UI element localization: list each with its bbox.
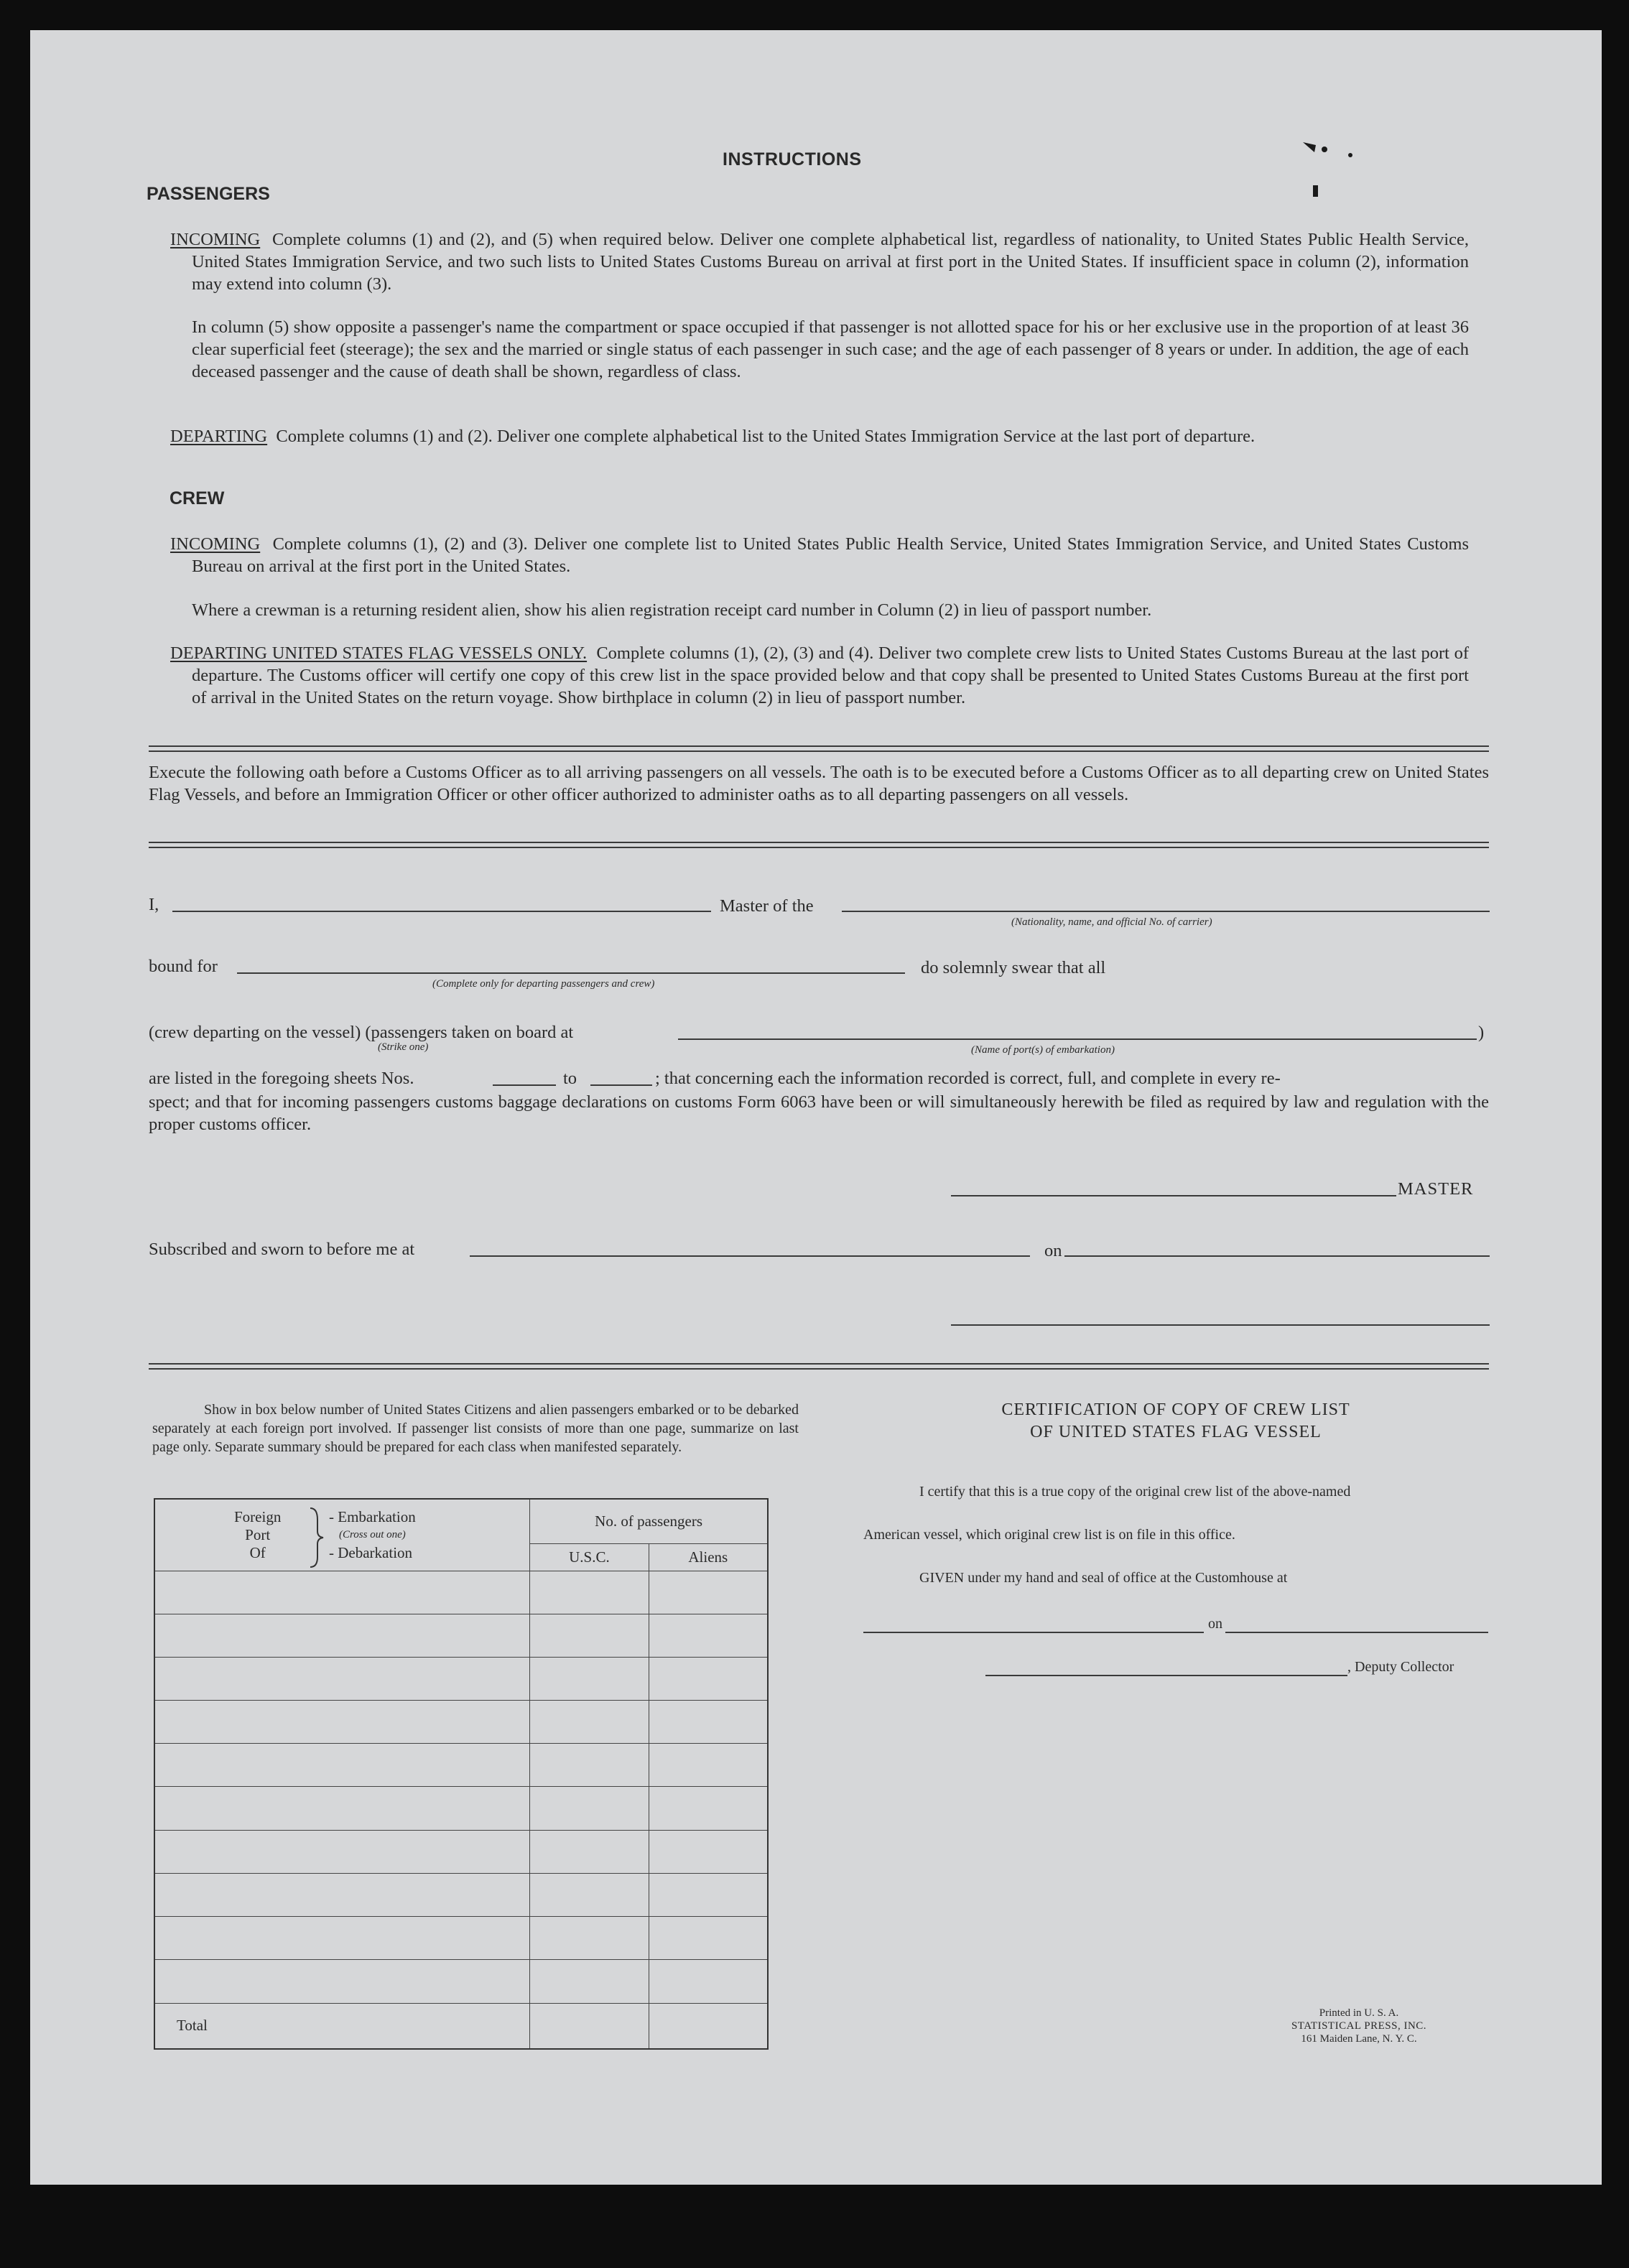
- certification-heading-2: OF UNITED STATES FLAG VESSEL: [1030, 1423, 1322, 1441]
- carrier-field[interactable]: [842, 911, 1490, 912]
- passengers-departing-text: Complete columns (1) and (2). Deliver one complete alphabetical list to the United States Immigration Service at the last port of departure.: [276, 427, 1256, 446]
- do-solemnly-label: do solemnly swear that all: [921, 958, 1106, 977]
- listed-to-label: to: [563, 1069, 577, 1088]
- sheet-from-field[interactable]: [493, 1084, 556, 1086]
- brace-icon: [307, 1505, 325, 1570]
- table-row: [154, 1701, 768, 1744]
- crew-departing-text: Complete columns (1), (2), (3) and (4). Deliver two complete crew lists to United States Customs Bureau at the last port of departure. The Customs officer will certify one copy of this crew list in the space provided below and that copy shall be presented to United States Customs Bureau at the first port of arrival in the United States on the return voyage. Show birthplace in column (2) in lieu of passport number.: [192, 643, 1469, 707]
- printer-line-3: 161 Maiden Lane, N. Y. C.: [1301, 2033, 1417, 2045]
- strike-one-hint: (Strike one): [378, 1041, 429, 1053]
- subscribed-date-field[interactable]: [1064, 1255, 1490, 1257]
- port-cell[interactable]: [154, 1744, 530, 1787]
- passengers-column5-text: In column (5) show opposite a passenger's name the compartment or space occupied if that passenger is not allotted space for his or her exclusive use in the proportion of at least 36 clear superficial feet (steerage); the sex and the married or single status of each passenger in such case; and the age of each passenger of 8 years or under. In addition, the age of each deceased passenger and the cause of death shall be shown, regardless of class.: [192, 317, 1469, 381]
- passengers-incoming-text: Complete columns (1) and (2), and (5) when required below. Deliver one complete alphabetical list, regardless of nationality, to United States Public Health Service, United States Immigration Service, and two such lists to United States Customs Bureau on arrival at first port in the United States. If insufficient space in column (2), information may extend into column (3).: [192, 230, 1470, 294]
- total-row: [154, 2003, 768, 2049]
- total-label: Total: [154, 2003, 530, 2049]
- crew-incoming-block: [170, 533, 1469, 577]
- cross-out-hint: (Cross out one): [339, 1529, 406, 1540]
- certify-line-1: I certify that this is a true copy of the original crew list of the above-named: [919, 1484, 1351, 1500]
- bound-for-field[interactable]: [237, 972, 905, 974]
- of-label: Of: [249, 1544, 266, 1561]
- section-heading-passengers: PASSENGERS: [147, 184, 270, 204]
- table-row: [154, 1830, 768, 1873]
- passengers-incoming-label: INCOMING: [170, 230, 261, 249]
- oath-intro-text: Execute the following oath before a Customs Officer as to all arriving passengers on all vessels. The oath is to be executed before a Customs Officer as to all departing crew on United States Flag Vessels, and before an Immigration Officer or other officer authorized to administer oaths as to all departing passengers on all vessels.: [149, 763, 1489, 804]
- passengers-departing-block: [170, 425, 1469, 447]
- port-cell[interactable]: [154, 1657, 530, 1700]
- aliens-cell[interactable]: [649, 1614, 768, 1657]
- table-row: [154, 1917, 768, 1960]
- usc-cell[interactable]: [530, 1960, 649, 2003]
- usc-cell[interactable]: [530, 1787, 649, 1830]
- summary-instructions-block: [152, 1400, 799, 1456]
- officer-signature-field[interactable]: [951, 1324, 1490, 1326]
- port-cell[interactable]: [154, 1614, 530, 1657]
- embarkation-label: - Embarkation: [329, 1508, 416, 1525]
- double-rule-divider: [149, 842, 1489, 848]
- subscribed-label: Subscribed and sworn to before me at: [149, 1240, 415, 1259]
- table-row: [154, 1960, 768, 2003]
- listed-text-end: spect; and that for incoming passengers customs baggage declarations on customs Form 6063 have been or will simultaneously herewith be filed as required by law and regulation with the proper customs officer.: [149, 1092, 1489, 1134]
- sheet-to-field[interactable]: [590, 1084, 652, 1086]
- listed-text-end-block: [149, 1091, 1489, 1135]
- aliens-cell[interactable]: [649, 1873, 768, 1916]
- master-name-field[interactable]: [172, 911, 711, 912]
- usc-cell[interactable]: [530, 1571, 649, 1614]
- certification-heading-1: CERTIFICATION OF COPY OF CREW LIST: [1001, 1400, 1350, 1419]
- aliens-cell[interactable]: [649, 1917, 768, 1960]
- usc-cell[interactable]: [530, 1830, 649, 1873]
- port-cell[interactable]: [154, 1917, 530, 1960]
- port-label: Port: [245, 1526, 271, 1543]
- embarkation-port-hint: (Name of port(s) of embarkation): [971, 1044, 1115, 1056]
- certify-line-2: American vessel, which original crew list is on file in this office.: [863, 1527, 1235, 1543]
- crew-departing-label-oath: (crew departing on the vessel) (passengers taken on board at: [149, 1023, 574, 1042]
- summary-instructions-text: Show in box below number of United States Citizens and alien passengers embarked or to be debarked separately at each foreign port involved. If passenger list consists of more than one page, summarize on last page only. Separate summary should be prepared for each class when manifested separately.: [152, 1402, 799, 1455]
- aliens-cell[interactable]: [649, 1657, 768, 1700]
- foreign-label: Foreign: [234, 1508, 282, 1525]
- aliens-cell[interactable]: [649, 1571, 768, 1614]
- subscribed-place-field[interactable]: [470, 1255, 1030, 1257]
- aliens-cell[interactable]: [649, 1701, 768, 1744]
- listed-text-start: are listed in the foregoing sheets Nos.: [149, 1069, 414, 1088]
- customhouse-field[interactable]: [863, 1632, 1204, 1633]
- passengers-departing-label: DEPARTING: [170, 427, 268, 446]
- table-row: [154, 1657, 768, 1700]
- passengers-incoming-block: [170, 228, 1469, 295]
- no-passengers-header: No. of passengers: [530, 1499, 768, 1543]
- port-cell[interactable]: [154, 1571, 530, 1614]
- table-row: [154, 1873, 768, 1916]
- usc-cell[interactable]: [530, 1744, 649, 1787]
- table-row: [154, 1744, 768, 1787]
- port-cell[interactable]: [154, 1787, 530, 1830]
- passengers-column5-block: [192, 316, 1469, 383]
- port-cell[interactable]: [154, 1830, 530, 1873]
- listed-text-middle: ; that concerning each the information recorded is correct, full, and complete in every re-: [655, 1069, 1281, 1088]
- certification-on-label: on: [1208, 1616, 1222, 1632]
- usc-total-cell[interactable]: [530, 2003, 649, 2049]
- debarkation-label: - Debarkation: [329, 1544, 413, 1561]
- double-rule-divider: [149, 1363, 1489, 1370]
- oath-i-label: I,: [149, 895, 159, 914]
- form-page: [30, 30, 1602, 2185]
- crew-resident-text: Where a crewman is a returning resident alien, show his alien registration receipt card number in Column (2) in lieu of passport number.: [192, 600, 1152, 620]
- port-cell[interactable]: [154, 1701, 530, 1744]
- master-label: MASTER: [1398, 1179, 1474, 1199]
- printer-line-1: Printed in U. S. A.: [1319, 2007, 1399, 2019]
- port-cell[interactable]: [154, 1960, 530, 2003]
- port-header-cell: [154, 1499, 530, 1571]
- subscribed-on-label: on: [1044, 1241, 1062, 1260]
- crew-incoming-text: Complete columns (1), (2) and (3). Deliver one complete list to United States Public Health Service, United States Immigration Service, and United States Customs Bureau on arrival at the first port in the United States.: [192, 534, 1469, 576]
- usc-cell[interactable]: [530, 1657, 649, 1700]
- usc-cell[interactable]: [530, 1701, 649, 1744]
- aliens-cell[interactable]: [649, 1787, 768, 1830]
- embarkation-port-field[interactable]: [678, 1038, 1477, 1040]
- usc-header: U.S.C.: [530, 1543, 649, 1571]
- section-heading-crew: CREW: [170, 488, 225, 508]
- bound-for-hint: (Complete only for departing passengers and crew): [432, 978, 655, 990]
- table-row: [154, 1787, 768, 1830]
- master-of-the-label: Master of the: [720, 896, 814, 916]
- crew-incoming-label: INCOMING: [170, 534, 261, 554]
- double-rule-divider: [149, 745, 1489, 752]
- master-signature-field[interactable]: [951, 1195, 1396, 1196]
- certification-heading: [863, 1399, 1488, 1444]
- crew-departing-block: [170, 642, 1469, 709]
- usc-cell[interactable]: [530, 1917, 649, 1960]
- printer-imprint: [1251, 2007, 1467, 2045]
- ink-mark-icon: [1294, 136, 1380, 230]
- carrier-hint: (Nationality, name, and official No. of carrier): [1011, 916, 1212, 928]
- passenger-summary-table: [154, 1498, 769, 2050]
- crew-resident-block: [192, 599, 1469, 621]
- aliens-total-cell[interactable]: [649, 2003, 768, 2049]
- table-row: [154, 1614, 768, 1657]
- aliens-cell[interactable]: [649, 1830, 768, 1873]
- given-line: GIVEN under my hand and seal of office at the Customhouse at: [919, 1570, 1288, 1586]
- oath-intro-block: [149, 761, 1489, 806]
- crew-departing-label: DEPARTING UNITED STATES FLAG VESSELS ONLY.: [170, 643, 588, 663]
- usc-cell[interactable]: [530, 1873, 649, 1916]
- aliens-cell[interactable]: [649, 1960, 768, 2003]
- aliens-header: Aliens: [649, 1543, 768, 1571]
- usc-cell[interactable]: [530, 1614, 649, 1657]
- port-cell[interactable]: [154, 1873, 530, 1916]
- aliens-cell[interactable]: [649, 1744, 768, 1787]
- close-paren: ): [1478, 1023, 1485, 1042]
- deputy-signature-field[interactable]: [985, 1675, 1347, 1676]
- certification-date-field[interactable]: [1225, 1632, 1488, 1633]
- page-title: INSTRUCTIONS: [723, 149, 862, 169]
- printer-line-2: STATISTICAL PRESS, INC.: [1291, 2020, 1427, 2032]
- table-row: [154, 1571, 768, 1614]
- deputy-collector-label: , Deputy Collector: [1347, 1659, 1454, 1675]
- bound-for-label: bound for: [149, 957, 218, 976]
